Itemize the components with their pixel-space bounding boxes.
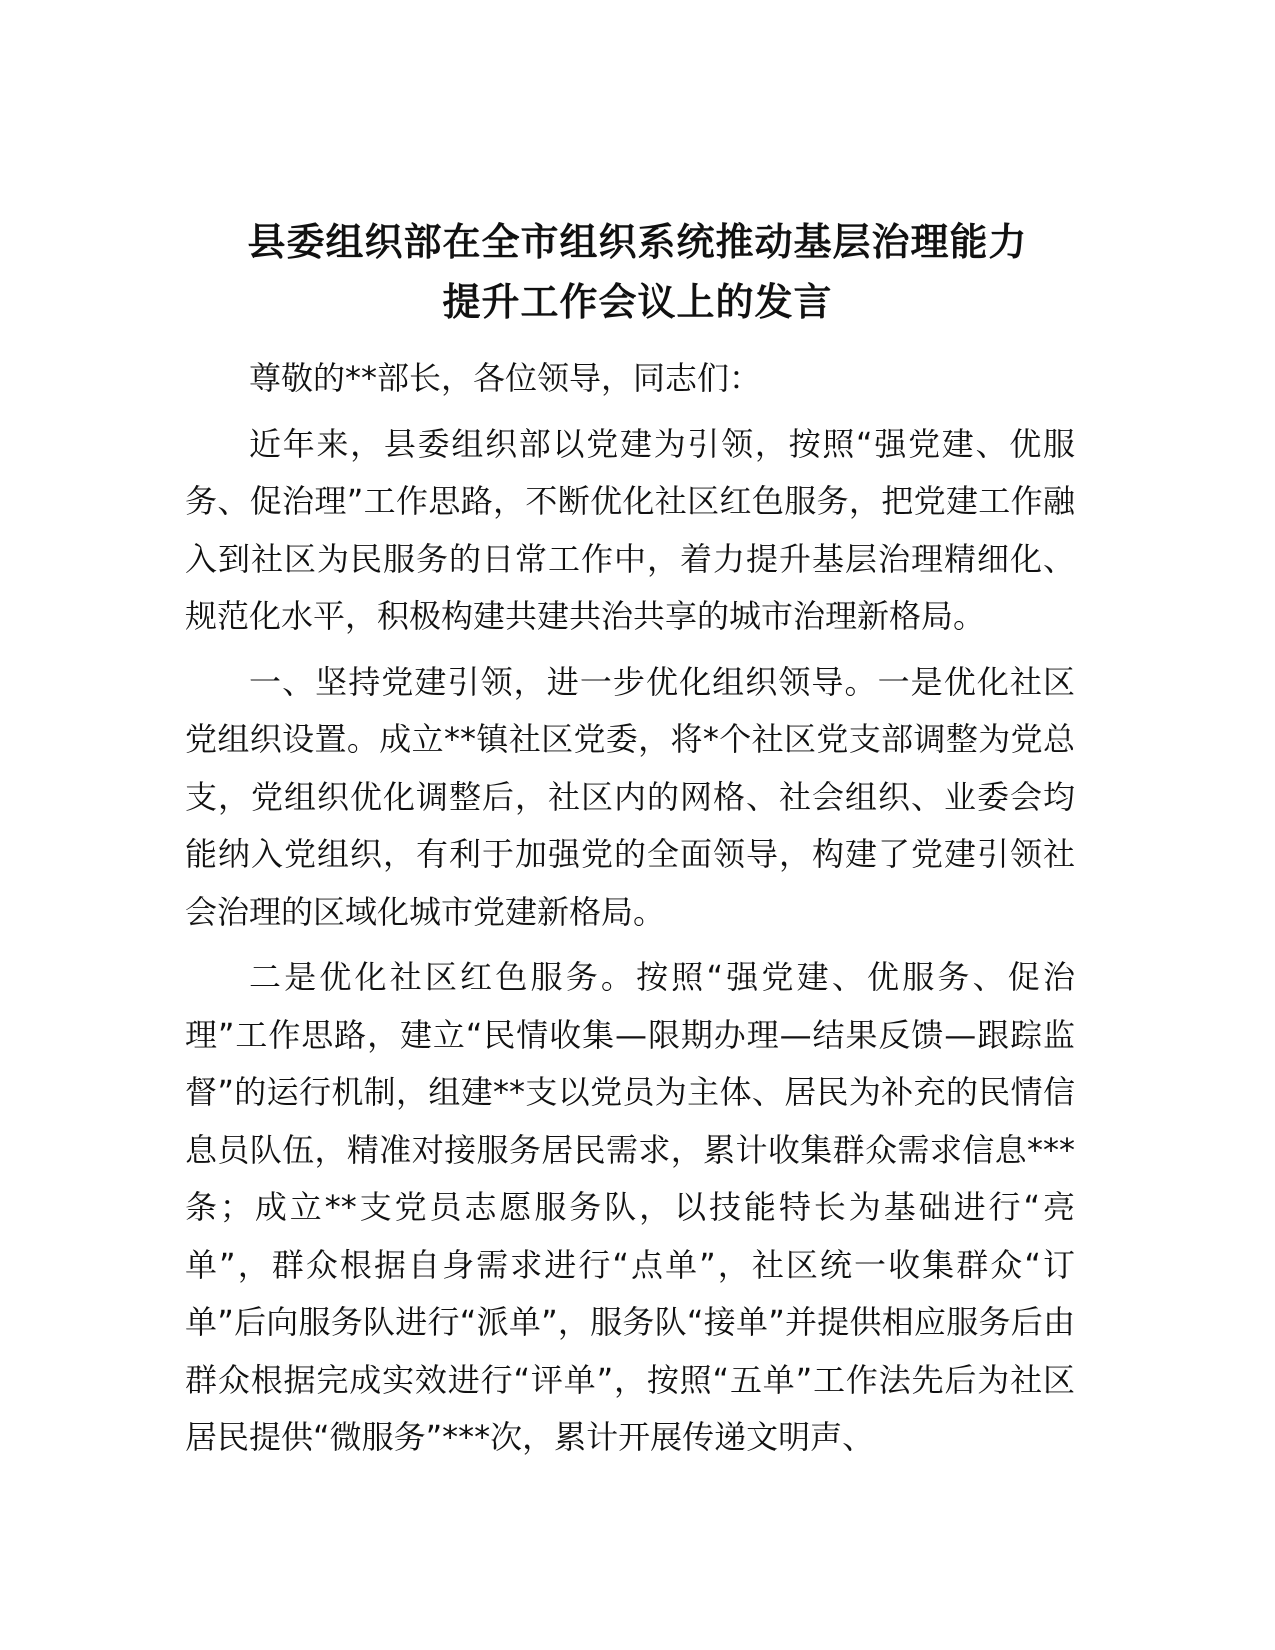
document-title [180, 212, 1095, 332]
red-service-paragraph: 二是优化社区红色服务。按照“强党建、优服务、促治理”工作思路，建立“民情收集—限期办理—结果反馈—跟踪监督”的运行机制，组建**支以党员为主体、居民为补充的民情信息员队伍，精准对接服务居民需求，累计收集群众需求信息***条；成立**支党员志愿服务队，以技能特长为基础进行“亮单”，群众根据自身需求进行“点单”，社区统一收集群众“订单”后向服务队进行“派单”，服务队“接单”并提供相应服务后由群众根据完成实效进行“评单”，按照“五单”工作法先后为社区居民提供“微服务”***次，累计开展传递文明声、 [185, 958, 1075, 1456]
title-line-1: 县委组织部在全市组织系统推动基层治理能力 [247, 220, 1028, 264]
title-line-2: 提升工作会议上的发言 [442, 280, 833, 324]
document-body [185, 350, 1075, 1467]
section-one-paragraph: 一、坚持党建引领，进一步优化组织领导。一是优化社区党组织设置。成立**镇社区党委，将*个社区党支部调整为党总支，党组织优化调整后，社区内的网格、社会组织、业委会均能纳入党组织，有利于加强党的全面领导，构建了党建引领社会治理的区域化城市党建新格局。 [185, 662, 1075, 931]
salutation-paragraph: 尊敬的**部长，各位领导，同志们： [249, 359, 762, 397]
intro-paragraph: 近年来，县委组织部以党建为引领，按照“强党建、优服务、促治理”工作思路，不断优化社区红色服务，把党建工作融入到社区为民服务的日常工作中，着力提升基层治理精细化、规范化水平，积极构建共建共治共享的城市治理新格局。 [185, 424, 1075, 635]
